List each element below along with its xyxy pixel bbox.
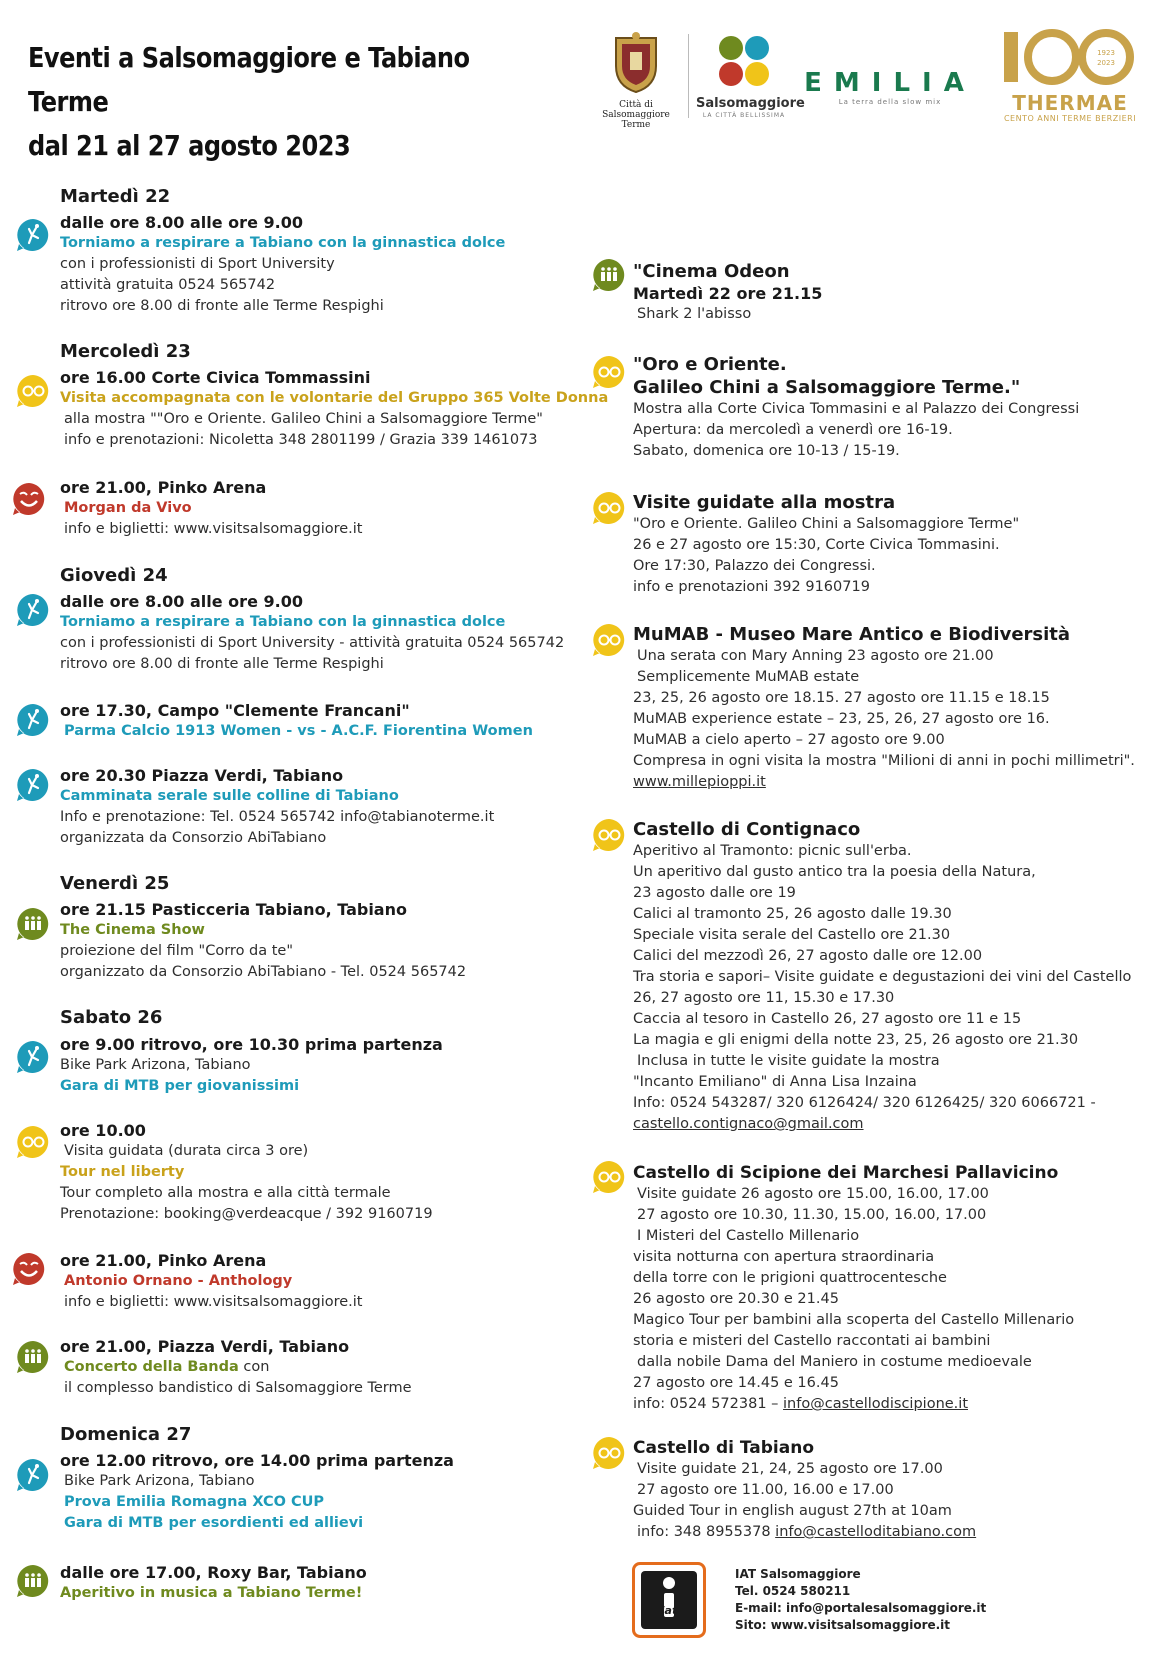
partner-logos	[590, 28, 1150, 128]
thermae-logo-word: THERMAE	[1012, 91, 1128, 115]
iat-logo-tile	[641, 1571, 697, 1629]
event-line: Visite guidate 26 agosto ore 15.00, 16.00, 17.00	[637, 1186, 989, 1202]
theatre-mask-icon	[12, 482, 46, 516]
title-line-2: dal 21 al 27 agosto 2023	[28, 129, 351, 162]
event-line: Visite guidate 21, 24, 25 agosto ore 17.00	[637, 1461, 943, 1477]
event-highlight: Visita accompagnata con le volontarie del Gruppo 365 Volte Donna	[60, 390, 609, 406]
sport-icon	[16, 218, 50, 252]
tabiano-email-link[interactable]: info@castelloditabiano.com	[775, 1524, 977, 1540]
event-line: 26 agosto ore 20.30 e 21.45	[633, 1291, 839, 1307]
salsomaggiore-logo-name: Salsomaggiore	[696, 96, 805, 111]
event-line: Bike Park Arizona, Tabiano	[64, 1473, 255, 1489]
event-line: "Oro e Oriente. Galileo Chini a Salsomaggiore Terme"	[633, 516, 1020, 532]
iat-email[interactable]: E-mail: info@portalesalsomaggiore.it	[735, 1601, 987, 1615]
sport-icon	[16, 593, 50, 627]
event-highlight: Tour nel liberty	[60, 1164, 185, 1180]
event-giovedi-camminata	[60, 765, 494, 849]
event-time: ore 20.30 Piazza Verdi, Tabiano	[60, 766, 344, 785]
event-line: 26 e 27 agosto ore 15:30, Corte Civica Tommasini.	[633, 537, 1000, 553]
event-line: Semplicemente MuMAB estate	[637, 669, 860, 685]
event-title: MuMAB - Museo Mare Antico e Biodiversità	[633, 624, 1071, 645]
event-line: Calici del mezzodì 26, 27 agosto dalle ore 12.00	[633, 948, 983, 964]
event-highlight: Aperitivo in musica a Tabiano Terme!	[60, 1585, 363, 1601]
event-highlight: Antonio Ornano - Anthology	[64, 1273, 293, 1289]
event-time: dalle ore 8.00 alle ore 9.00	[60, 592, 303, 611]
day-heading-mercoledi: Mercoledì 23	[60, 341, 191, 362]
cinema-icon	[16, 907, 50, 941]
thermae-100-icon	[1000, 28, 1140, 86]
event-line: 27 agosto ore 14.45 e 16.45	[633, 1375, 839, 1391]
event-title: Visite guidate alla mostra	[633, 492, 896, 513]
event-line: Info: 0524 543287/ 320 6126424/ 320 6126425/ 320 6066721 -	[633, 1095, 1096, 1111]
event-title: Castello di Scipione dei Marchesi Pallavicino	[633, 1163, 1059, 1183]
event-line: organizzato da Consorzio AbiTabiano - Tel. 0524 565742	[60, 964, 467, 980]
iat-site[interactable]: Sito: www.visitsalsomaggiore.it	[735, 1618, 951, 1632]
culture-icon	[592, 1160, 626, 1194]
event-title: Castello di Contignaco	[633, 819, 861, 840]
event-giovedi-ginnastica	[60, 591, 564, 675]
day-heading-domenica: Domenica 27	[60, 1424, 192, 1445]
event-title: "Cinema Odeon	[633, 261, 790, 282]
event-line: Visita guidata (durata circa 3 ore)	[64, 1143, 309, 1159]
event-mercoledi-morgan	[60, 477, 362, 540]
event-line: info e biglietti: www.visitsalsomaggiore.it	[64, 1294, 363, 1310]
event-time: ore 21.00, Pinko Arena	[60, 1251, 267, 1270]
sport-icon	[16, 768, 50, 802]
emilia-logo	[800, 68, 980, 106]
event-castello-tabiano	[633, 1438, 976, 1543]
event-line: I Misteri del Castello Millenario	[637, 1228, 860, 1244]
event-highlight-row	[60, 1357, 412, 1378]
culture-icon	[592, 491, 626, 525]
event-line: info: 348 8955378	[637, 1524, 776, 1540]
sport-icon	[16, 703, 50, 737]
event-time: ore 16.00 Corte Civica Tommassini	[60, 368, 371, 387]
event-line: Calici al tramonto 25, 26 agosto dalle 19.30	[633, 906, 952, 922]
event-highlight: Torniamo a respirare a Tabiano con la ginnastica dolce	[60, 614, 506, 630]
event-line-row	[633, 1522, 976, 1543]
event-line: La magia e gli enigmi della notte 23, 25, 26 agosto ore 21.30	[633, 1032, 1079, 1048]
culture-icon	[592, 623, 626, 657]
emilia-logo-word: EMILIA	[804, 68, 976, 98]
event-line: il complesso bandistico di Salsomaggiore Terme	[64, 1380, 412, 1396]
salsomaggiore-logo	[696, 32, 805, 122]
event-line: info: 0524 572381 –	[633, 1396, 784, 1412]
contignaco-email-link[interactable]: castello.contignaco@gmail.com	[633, 1116, 864, 1132]
event-title: Castello di Tabiano	[633, 1438, 815, 1458]
event-line: info e prenotazioni: Nicoletta 348 2801199 / Grazia 339 1461073	[64, 432, 538, 448]
event-title-2: Galileo Chini a Salsomaggiore Terme."	[633, 377, 1021, 398]
event-line: MuMAB experience estate – 23, 25, 26, 27 agosto ore 16.	[633, 711, 1050, 727]
event-line: Speciale visita serale del Castello ore 21.30	[633, 927, 951, 943]
event-oro-oriente	[633, 353, 1079, 462]
event-mumab	[633, 623, 1135, 793]
event-subtitle: Martedì 22 ore 21.15	[633, 284, 823, 303]
event-line: alla mostra ""Oro e Oriente. Galileo Chini a Salsomaggiore Terme"	[64, 411, 543, 427]
event-line: della torre con le prigioni quattrocentesche	[633, 1270, 947, 1286]
event-highlight: Parma Calcio 1913 Women - vs - A.C.F. Fiorentina Women	[64, 723, 533, 739]
cinema-icon	[16, 1340, 50, 1374]
emilia-logo-sub: La terra della slow mix	[838, 98, 942, 106]
event-line: Un aperitivo dal gusto antico tra la poesia della Natura,	[633, 864, 1036, 880]
event-line: info e prenotazioni 392 9160719	[633, 579, 870, 595]
iat-tel: Tel. 0524 580211	[735, 1584, 851, 1598]
event-line: Una serata con Mary Anning 23 agosto ore 21.00	[637, 648, 994, 664]
event-line: con i professionisti di Sport University - attività gratuita 0524 565742	[60, 635, 565, 651]
event-line-row	[633, 1394, 1074, 1415]
event-line: Inclusa in tutte le visite guidate la mostra	[637, 1053, 940, 1069]
event-highlight: Morgan da Vivo	[64, 500, 192, 516]
city-logo-caption: Città di Salsomaggiore Terme	[602, 100, 670, 130]
event-line: Aperitivo al Tramonto: picnic sull'erba.	[633, 843, 912, 859]
event-highlight: Concerto della Banda	[64, 1359, 239, 1375]
event-domenica-aperitivo	[60, 1562, 367, 1604]
event-line: proiezione del film "Corro da te"	[60, 943, 294, 959]
event-time: dalle ore 17.00, Roxy Bar, Tabiano	[60, 1563, 367, 1582]
event-line: Apertura: da mercoledì a venerdì ore 16-19.	[633, 422, 953, 438]
day-heading-giovedi: Giovedì 24	[60, 565, 168, 586]
event-time: ore 21.00, Pinko Arena	[60, 478, 267, 497]
event-time: ore 21.15 Pasticceria Tabiano, Tabiano	[60, 900, 407, 919]
event-line: Bike Park Arizona, Tabiano	[60, 1057, 251, 1073]
event-time: ore 9.00 ritrovo, ore 10.30 prima partenza	[60, 1035, 443, 1054]
event-line: Compresa in ogni visita la mostra "Milioni di anni in pochi millimetri".	[633, 753, 1135, 769]
event-line: Guided Tour in english august 27th at 10am	[633, 1503, 952, 1519]
city-crest-icon	[610, 32, 662, 94]
event-time: ore 21.00, Piazza Verdi, Tabiano	[60, 1337, 350, 1356]
event-line: organizzata da Consorzio AbiTabiano	[60, 830, 327, 846]
event-highlight: Camminata serale sulle colline di Tabiano	[60, 788, 399, 804]
salsomaggiore-mark-icon	[715, 32, 773, 90]
sport-icon	[16, 1040, 50, 1074]
day-heading-sabato: Sabato 26	[60, 1007, 163, 1028]
culture-icon	[16, 374, 50, 408]
event-line: 26, 27 agosto ore 11, 15.30 e 17.30	[633, 990, 895, 1006]
event-venerdi-cinema	[60, 899, 466, 983]
event-line: visita notturna con apertura straordinaria	[633, 1249, 935, 1265]
event-title: "Oro e Oriente.	[633, 354, 787, 375]
culture-icon	[16, 1125, 50, 1159]
event-line: Magico Tour per bambini alla scoperta del Castello Millenario	[633, 1312, 1075, 1328]
sport-icon	[16, 1458, 50, 1492]
event-line: "Incanto Emiliano" di Anna Lisa Inzaina	[633, 1074, 917, 1090]
scipione-email-link[interactable]: info@castellodiscipione.it	[783, 1396, 968, 1412]
event-line: storia e misteri del Castello raccontati ai bambini	[633, 1333, 991, 1349]
event-line: 23, 25, 26 agosto ore 18.15. 27 agosto ore 11.15 e 18.15	[633, 690, 1050, 706]
event-sabato-ornano	[60, 1250, 362, 1313]
thermae-logo	[995, 28, 1145, 128]
iat-name: IAT Salsomaggiore	[735, 1567, 861, 1581]
event-time: dalle ore 8.00 alle ore 9.00	[60, 213, 303, 232]
info-icon	[641, 1571, 697, 1629]
event-time: ore 17.30, Campo "Clemente Francani"	[60, 701, 410, 720]
culture-icon	[592, 1436, 626, 1470]
event-line: con i professionisti di Sport University	[60, 256, 335, 272]
event-line: 23 agosto dalle ore 19	[633, 885, 796, 901]
event-line: Caccia al tesoro in Castello 26, 27 agosto ore 11 e 15	[633, 1011, 1022, 1027]
event-line: Shark 2 l'abisso	[637, 306, 752, 322]
cinema-icon	[592, 258, 626, 292]
culture-icon	[592, 818, 626, 852]
event-line: info e biglietti: www.visitsalsomaggiore.it	[64, 521, 363, 537]
event-highlight-2: Gara di MTB per esordienti ed allievi	[64, 1515, 364, 1531]
event-contignaco	[633, 818, 1131, 1135]
event-highlight: The Cinema Show	[60, 922, 205, 938]
event-giovedi-calcio	[60, 700, 533, 742]
event-martedi-ginnastica	[60, 212, 505, 317]
svg-text:2023: 2023	[1097, 59, 1115, 67]
iat-logo	[632, 1562, 706, 1638]
event-sabato-banda	[60, 1336, 412, 1399]
salsomaggiore-logo-sub: LA CITTÀ BELLISSIMA	[702, 112, 786, 119]
event-line: attività gratuita 0524 565742	[60, 277, 276, 293]
event-line: Info e prenotazione: Tel. 0524 565742 info@tabianoterme.it	[60, 809, 495, 825]
event-line: Sabato, domenica ore 10-13 / 15-19.	[633, 443, 900, 459]
event-sabato-mtb	[60, 1034, 443, 1097]
event-line: 27 agosto ore 11.00, 16.00 e 17.00	[637, 1482, 894, 1498]
culture-icon	[592, 355, 626, 389]
event-scipione	[633, 1163, 1074, 1415]
page-title	[28, 36, 510, 168]
iat-contact	[735, 1566, 1035, 1634]
event-domenica-xco	[60, 1450, 454, 1534]
event-highlight: Prova Emilia Romagna XCO CUP	[64, 1494, 325, 1510]
title-line-1: Eventi a Salsomaggiore e Tabiano Terme	[28, 41, 470, 118]
event-mercoledi-visita	[60, 367, 608, 451]
event-line: Tour completo alla mostra e alla città termale	[60, 1185, 391, 1201]
logo-divider	[688, 34, 689, 118]
event-line: MuMAB a cielo aperto – 27 agosto ore 9.00	[633, 732, 945, 748]
event-line: 27 agosto ore 10.30, 11.30, 15.00, 16.00, 17.00	[637, 1207, 987, 1223]
event-highlight: Torniamo a respirare a Tabiano con la ginnastica dolce	[60, 235, 506, 251]
event-visite-guidate	[633, 491, 1019, 598]
event-time: ore 12.00 ritrovo, ore 14.00 prima partenza	[60, 1451, 454, 1470]
event-line: dalla nobile Dama del Maniero in costume medioevale	[637, 1354, 1032, 1370]
theatre-mask-icon	[12, 1252, 46, 1286]
day-heading-venerdi: Venerdì 25	[60, 873, 170, 894]
city-logo	[590, 32, 682, 130]
event-line: ritrovo ore 8.00 di fronte alle Terme Respighi	[60, 656, 384, 672]
event-line: Tra storia e sapori– Visite guidate e degustazioni dei vini del Castello	[633, 969, 1132, 985]
event-cinema-odeon	[633, 260, 822, 325]
cinema-icon	[16, 1564, 50, 1598]
event-line: Mostra alla Corte Civica Tommasini e al Palazzo dei Congressi	[633, 401, 1080, 417]
day-heading-martedi: Martedì 22	[60, 186, 171, 207]
thermae-logo-sub: CENTO ANNI TERME BERZIERI	[1003, 114, 1137, 123]
event-line: Ore 17:30, Palazzo dei Congressi.	[633, 558, 876, 574]
event-highlight: Gara di MTB per giovanissimi	[60, 1078, 300, 1094]
event-highlight-tail: con	[238, 1359, 270, 1375]
event-line: ritrovo ore 8.00 di fronte alle Terme Respighi	[60, 298, 384, 314]
iat-logo-text: iat	[660, 1604, 678, 1617]
event-line: Prenotazione: booking@verdeacque / 392 9160719	[60, 1206, 433, 1222]
svg-text:1923: 1923	[1097, 49, 1115, 57]
event-time: ore 10.00	[60, 1121, 146, 1140]
mumab-link[interactable]: www.millepioppi.it	[633, 774, 766, 790]
event-sabato-liberty	[60, 1120, 433, 1225]
